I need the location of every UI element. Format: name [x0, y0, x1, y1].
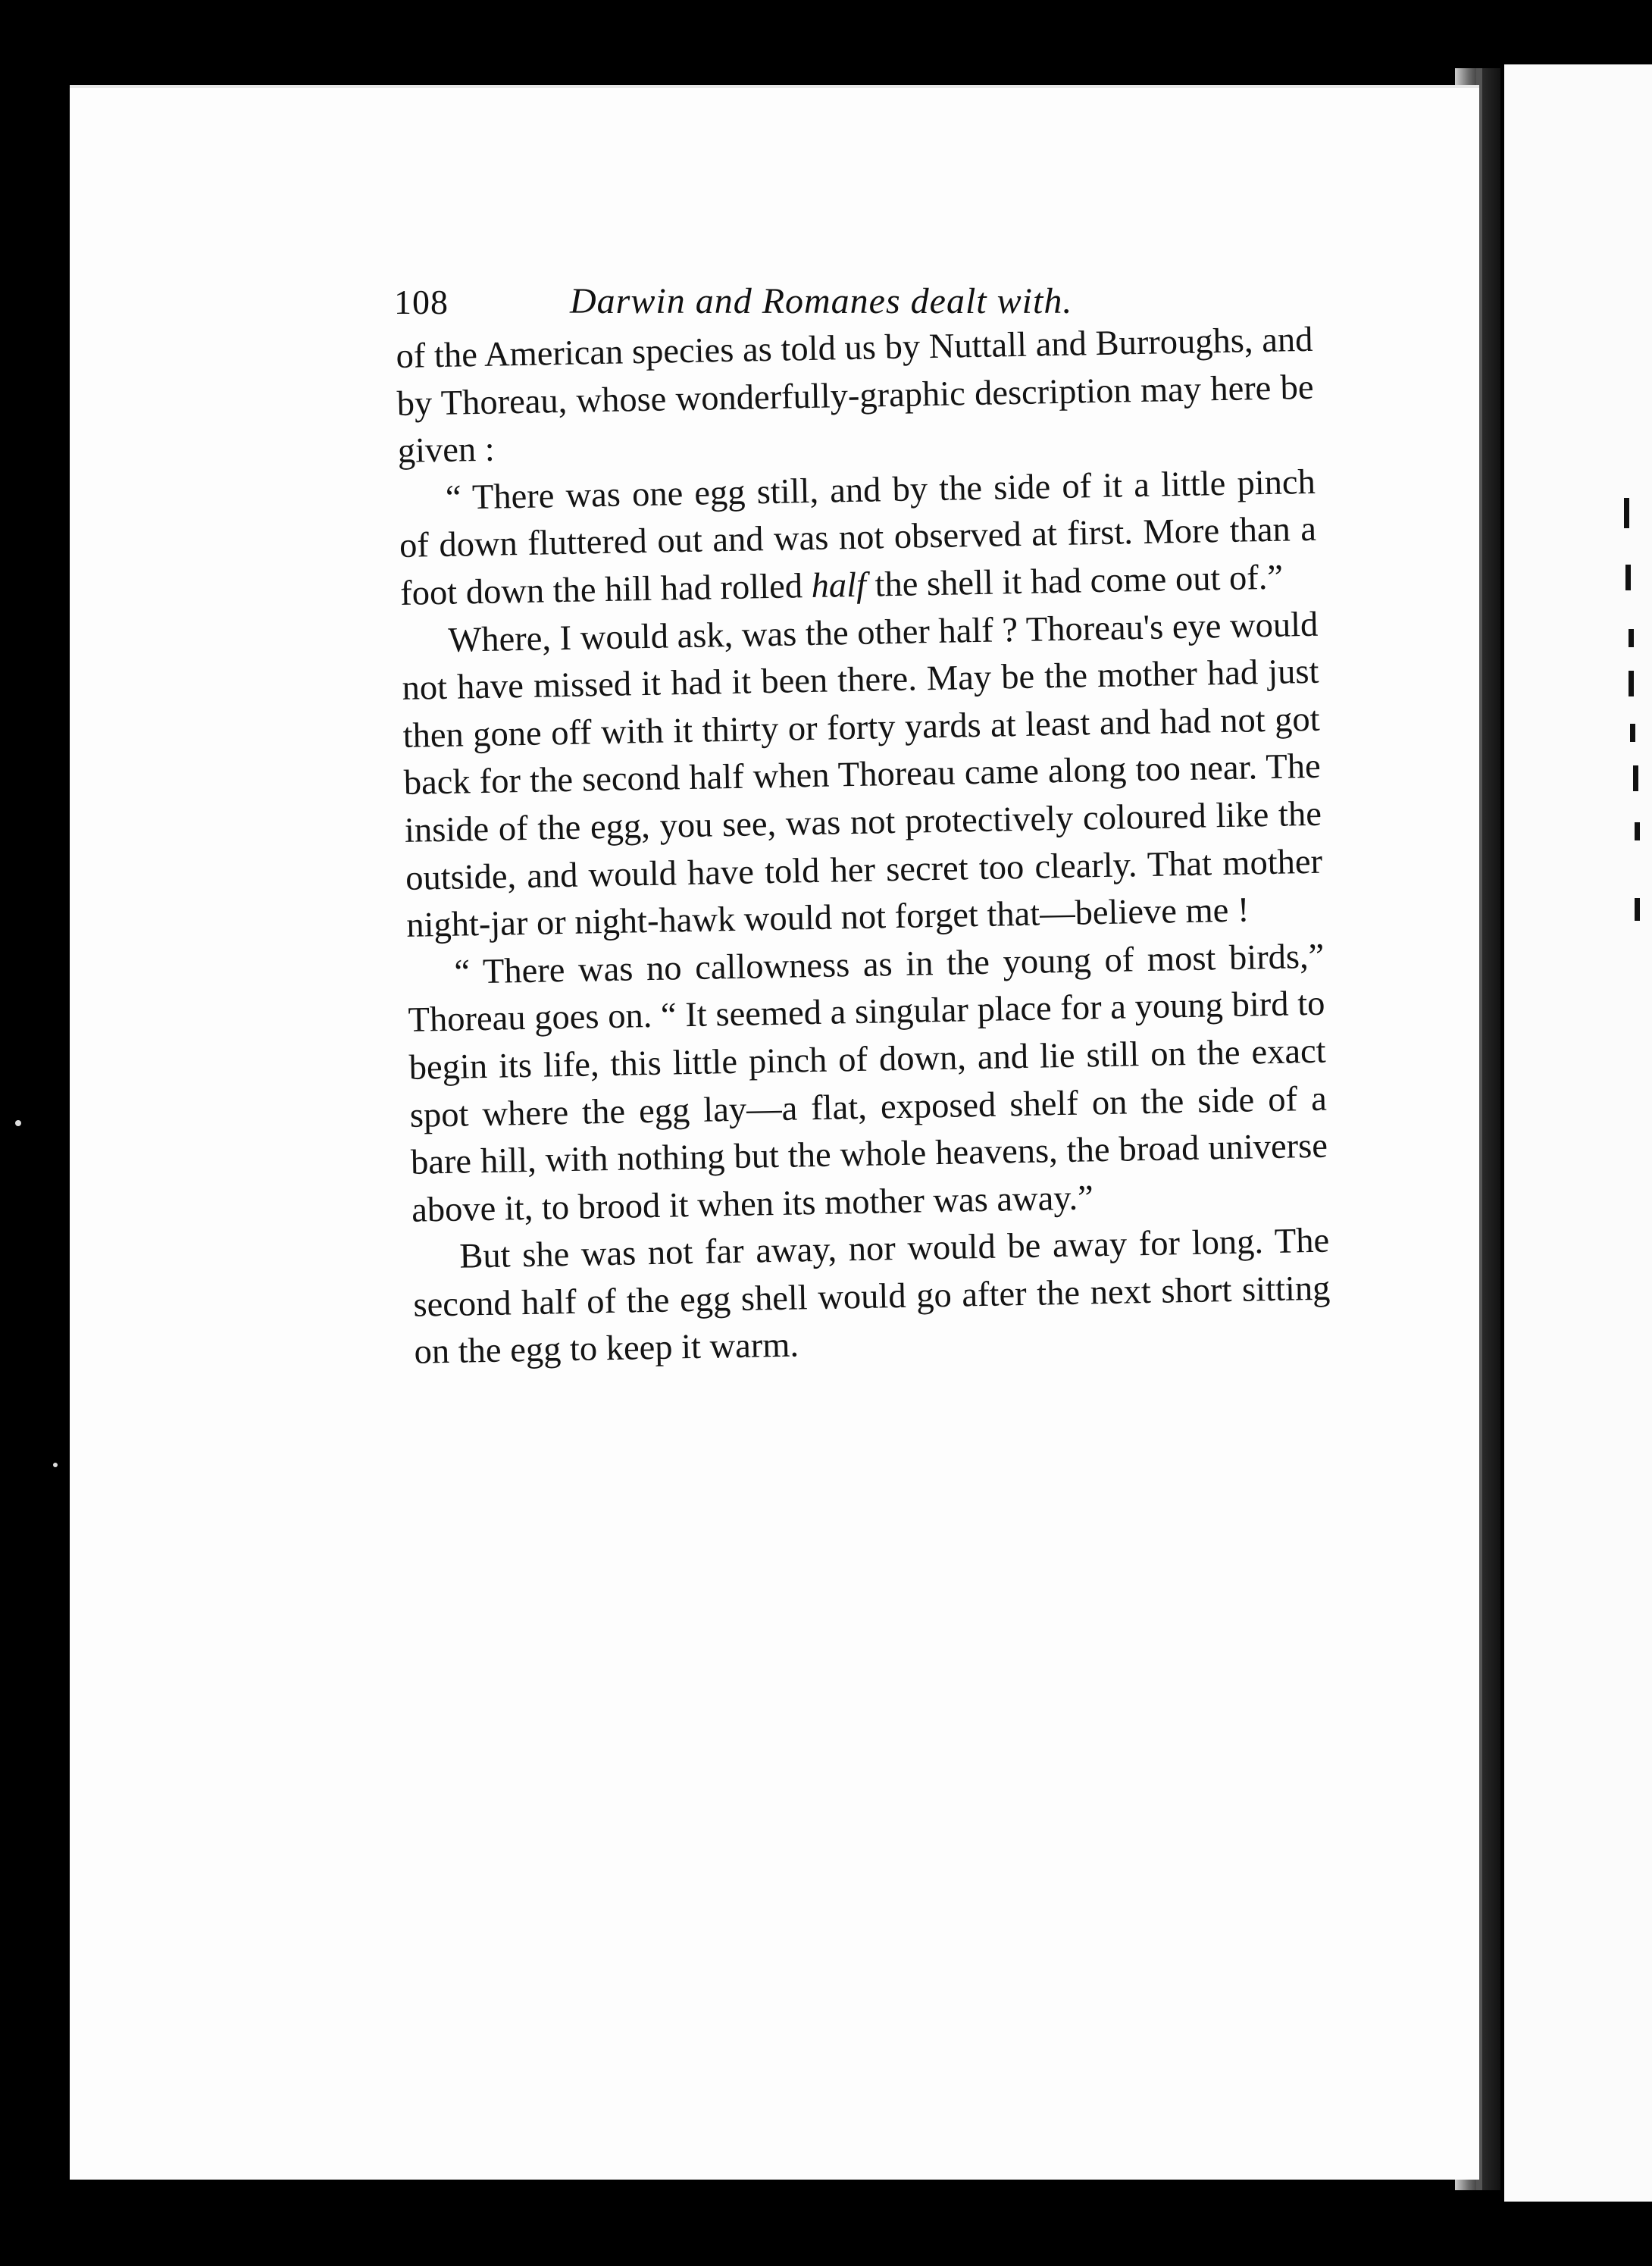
scan-speck: [15, 1120, 21, 1126]
quote-text-after: the shell it had come out of.”: [865, 558, 1284, 605]
italic-word: half: [811, 565, 867, 606]
paragraph-quote: [398, 459, 1317, 618]
body-text: [396, 317, 1331, 1377]
quote-text-before: “ There was one egg still, and by the side of it a little pinch of down fluttered out and was not observed at first. More than a foot down the hill had rolled: [399, 462, 1317, 613]
facing-page-edge: [1504, 64, 1652, 2202]
paragraph: Where, I would ask, was the other half ? Thoreau's eye would not have missed it had it been there. May be the mother had just then gone off with it thirty or forty yards at least and had not got back for the second half when Thoreau came along too near. The inside of the egg, you see, was not protectively coloured like the outside, and would have told her secret too clearly. That mother night-jar or night-hawk would not forget that—believe me !: [402, 605, 1323, 945]
paragraph: of the American species as told us by Nuttall and Burroughs, and by Thoreau, whose wonderfully-graphic description may here be given :: [396, 320, 1314, 471]
paragraph-quote: “ There was no callowness as in the young of most birds,” Thoreau goes on. “ It seemed a singular place for a young bird to begin its life, this little pinch of down, and lie still on the exact spot where the egg lay—a flat, exposed shelf on the side of a bare hill, with nothing but the whole heavens, the broad universe above it, to brood it when its mother was away.”: [408, 937, 1328, 1230]
paragraph: But she was not far away, nor would be away for long. The second half of the egg shell would go after the next short sitting on the egg to keep it warm.: [413, 1221, 1331, 1372]
running-title: Darwin and Romanes dealt with.: [570, 281, 1073, 321]
page-number: 108: [394, 283, 449, 321]
scan-speck: [53, 1463, 58, 1467]
